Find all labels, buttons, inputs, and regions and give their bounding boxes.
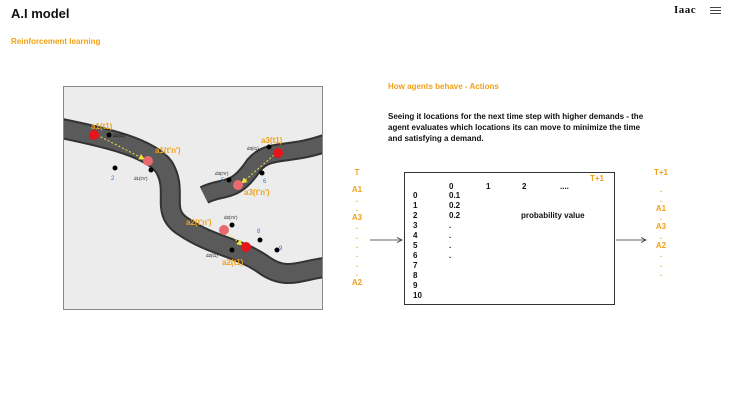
label-d2-t1: d2(t1) — [206, 253, 218, 258]
num-8: 8 — [257, 229, 261, 235]
label-d2-tn: d2(t'n') — [224, 215, 238, 220]
sequence-t1-item: . — [659, 185, 663, 195]
table-col-header: 1 — [486, 182, 491, 191]
table-corner-label: T+1 — [590, 174, 605, 183]
sequence-t1-item: . — [659, 213, 663, 223]
sequence-t1-item: A3 — [655, 222, 667, 232]
table-row-label: 9 — [413, 281, 418, 290]
table-value: . — [449, 221, 452, 230]
label-d1-t1: d1(t1) — [113, 133, 125, 138]
table-value: 0.2 — [449, 201, 461, 210]
label-d3-tn: d3(t'n') — [215, 171, 229, 176]
page-subtitle: Reinforcement learning — [11, 37, 101, 46]
table-value: 0.2 — [449, 211, 461, 220]
probability-table — [404, 172, 615, 305]
label-d3-t1: d3(t1) — [247, 146, 259, 151]
label-a1-t1: a1(t1) — [91, 122, 113, 131]
label-a3-t1: a3(t1) — [261, 136, 283, 145]
sequence-t1-item: . — [659, 250, 663, 260]
sequence-t-item: A2 — [351, 278, 363, 288]
sequence-t1-item: A2 — [655, 241, 667, 251]
table-note: probability value — [521, 211, 585, 220]
table-row-label: 5 — [413, 241, 418, 250]
num-6: 6 — [263, 179, 267, 185]
sequence-t1-item: A1 — [655, 203, 667, 213]
sequence-t-item: . — [355, 268, 359, 278]
label-d1-tn: d1(t'n') — [134, 176, 148, 181]
num-9: 9 — [279, 246, 283, 252]
table-row-label: 2 — [413, 211, 418, 220]
label-a1-tn: a1(t'n') — [155, 146, 181, 155]
table-col-header: 0 — [449, 182, 454, 191]
table-row-label: 1 — [413, 201, 418, 210]
table-row-label: 8 — [413, 271, 418, 280]
sequence-t-item: . — [355, 222, 359, 232]
table-col-header: 2 — [522, 182, 527, 191]
sequence-t1-item: . — [659, 268, 663, 278]
sequence-t1-header: T+1 — [653, 168, 668, 177]
sequence-t1-item: . — [659, 194, 663, 204]
table-row-label: 0 — [413, 191, 418, 200]
table-value: . — [449, 231, 452, 240]
label-a2-tn: a2(t'n') — [186, 218, 212, 227]
sequence-t-header: T — [354, 168, 360, 177]
table-row-label: 7 — [413, 261, 418, 270]
table-row-label: 10 — [413, 291, 422, 300]
panel-title: How agents behave - Actions — [388, 82, 499, 91]
sequence-t-item: A3 — [351, 213, 363, 223]
label-a2-t1: a2(t1) — [222, 258, 244, 267]
table-row-label: 6 — [413, 251, 418, 260]
table-value: . — [449, 251, 452, 260]
sequence-t-item: . — [355, 203, 359, 213]
sequence-t1-item: . — [659, 259, 663, 269]
num-2: 2 — [111, 176, 115, 182]
page-title: A.I model — [11, 6, 70, 21]
num-5: 5 — [221, 178, 225, 184]
panel-description: Seeing it locations for the next time step with higher demands - the agent evaluates which locations its can move to minimize the time and satisfying a demand. — [388, 112, 644, 143]
table-row-label: 4 — [413, 231, 418, 240]
sequence-t1-item: . — [659, 231, 663, 241]
logo-text: Iaac — [674, 4, 697, 16]
label-a3-tn: a3(t'n') — [244, 188, 270, 197]
sequence-t-item: . — [355, 250, 359, 260]
table-row-label: 3 — [413, 221, 418, 230]
sequence-t-item: . — [355, 241, 359, 251]
sequence-t-item: . — [355, 194, 359, 204]
table-col-header: .... — [560, 182, 569, 191]
sequence-t-item: A1 — [351, 185, 363, 195]
table-value: 0.1 — [449, 191, 461, 200]
sequence-t-item: . — [355, 259, 359, 269]
table-value: . — [449, 241, 452, 250]
sequence-t-item: . — [355, 231, 359, 241]
